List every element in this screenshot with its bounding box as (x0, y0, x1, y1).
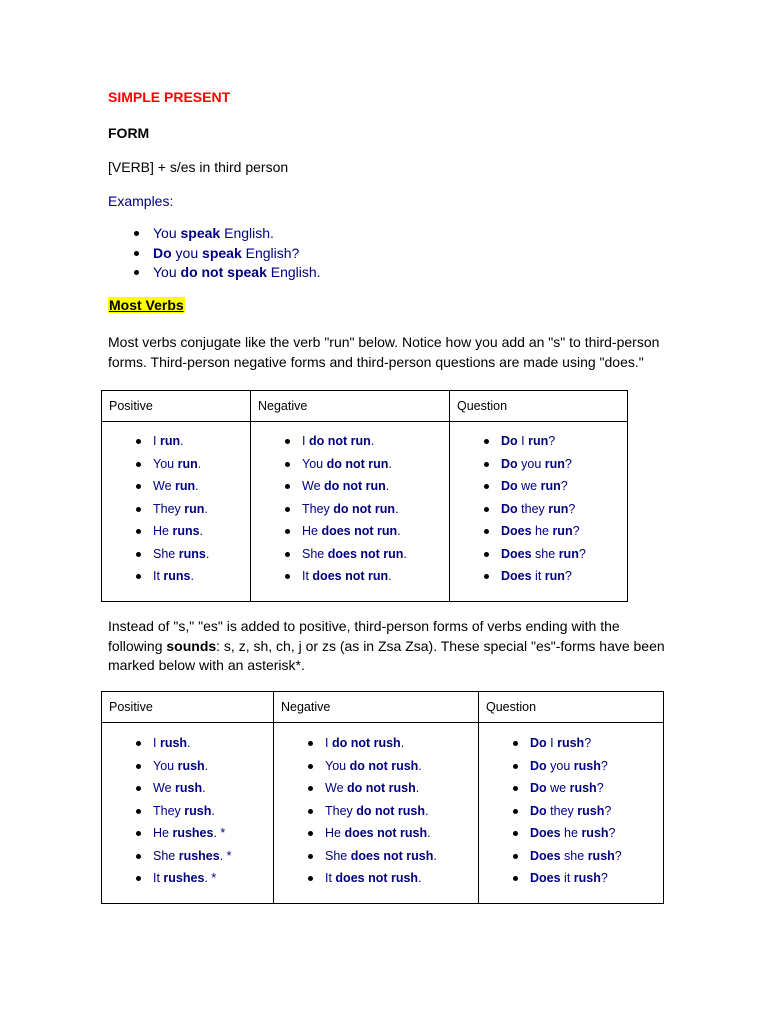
page-title: SIMPLE PRESENT (108, 89, 231, 105)
examples-heading: Examples: (108, 193, 174, 209)
list-item: Do they run? (478, 501, 627, 524)
question-cell (479, 723, 664, 904)
list-item: They do not rush. (302, 803, 478, 826)
positive-cell (102, 422, 251, 602)
form-heading: FORM (108, 125, 150, 141)
list-item: They rush. (130, 803, 273, 826)
list-item: She runs. (130, 546, 250, 569)
column-header-question: Question (479, 692, 664, 723)
column-header-question: Question (450, 391, 628, 422)
list-item: We run. (130, 478, 250, 501)
column-header-negative: Negative (251, 391, 450, 422)
column-header-negative: Negative (274, 692, 479, 723)
list-item: Do we rush? (507, 780, 663, 803)
list-item: Do we run? (478, 478, 627, 501)
list-item: Do they rush? (507, 803, 663, 826)
list-item: I run. (130, 433, 250, 456)
negative-cell (274, 723, 479, 904)
list-item: Does he run? (478, 523, 627, 546)
list-item: She rushes. * (130, 848, 273, 871)
examples-list (128, 225, 321, 284)
column-header-positive: Positive (102, 391, 251, 422)
list-item: They do not run. (279, 501, 449, 524)
list-item: He runs. (130, 523, 250, 546)
list-item: Does it run? (478, 568, 627, 591)
list-item: Does he rush? (507, 825, 663, 848)
conjugation-table-rush (101, 691, 664, 904)
list-item: He rushes. * (130, 825, 273, 848)
list-item: It does not run. (279, 568, 449, 591)
list-item: You do not run. (279, 456, 449, 479)
column-header-positive: Positive (102, 692, 274, 723)
list-item: It does not rush. (302, 870, 478, 893)
list-item: Do you speak English? (128, 245, 321, 265)
list-item: They run. (130, 501, 250, 524)
negative-cell (251, 422, 450, 602)
positive-cell (102, 723, 274, 904)
list-item: He does not rush. (302, 825, 478, 848)
list-item: Do you rush? (507, 758, 663, 781)
list-item: Do you run? (478, 456, 627, 479)
list-item: Does she rush? (507, 848, 663, 871)
list-item: We do not rush. (302, 780, 478, 803)
list-item: Do I rush? (507, 735, 663, 758)
paragraph: Most verbs conjugate like the verb "run" below. Notice how you add an "s" to third-person forms. Third-person negative forms and third-person questions are made using "does." (108, 334, 660, 370)
list-item: It runs. (130, 568, 250, 591)
list-item: I do not run. (279, 433, 449, 456)
list-item: I rush. (130, 735, 273, 758)
list-item: Does it rush? (507, 870, 663, 893)
list-item: You do not speak English. (128, 264, 321, 284)
list-item: You do not rush. (302, 758, 478, 781)
list-item: You rush. (130, 758, 273, 781)
list-item: Does she run? (478, 546, 627, 569)
list-item: We rush. (130, 780, 273, 803)
list-item: You run. (130, 456, 250, 479)
list-item: It rushes. * (130, 870, 273, 893)
conjugation-table-run (101, 390, 628, 602)
paragraph: Instead of "s," "es" is added to positive, third-person forms of verbs ending with the following sounds: s, z, sh, ch, j or zs (as in Zsa Zsa). These special "es"-forms have been marked below with an asterisk*. (108, 618, 665, 673)
list-item: Do I run? (478, 433, 627, 456)
list-item: We do not run. (279, 478, 449, 501)
question-cell (450, 422, 628, 602)
list-item: She does not run. (279, 546, 449, 569)
form-rule: [VERB] + s/es in third person (108, 159, 289, 175)
section-heading: Most Verbs (109, 297, 184, 313)
list-item: You speak English. (128, 225, 321, 245)
list-item: She does not rush. (302, 848, 478, 871)
list-item: He does not run. (279, 523, 449, 546)
list-item: I do not rush. (302, 735, 478, 758)
